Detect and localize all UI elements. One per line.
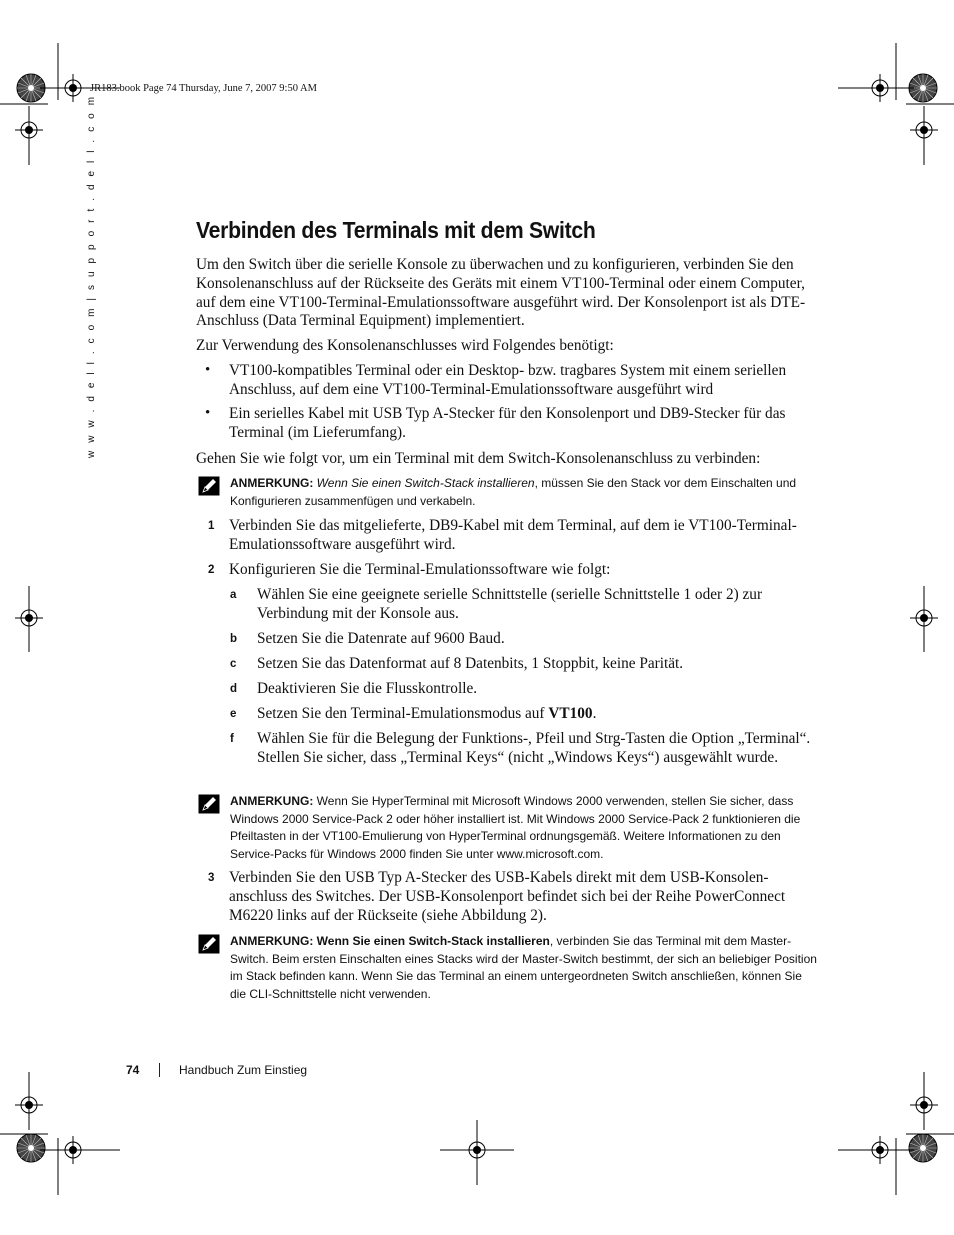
note-text: , müssen Sie den Stack vor dem Einschalten und Konfigurieren zusammenfügen und verkabeln. <box>230 476 797 508</box>
bullet-item: Ein serielles Kabel mit USB Typ A-Stecker für den Konsolenport und DB9-Stecker für das Terminal (im Lieferumfang). <box>229 405 786 441</box>
substep-text: Deaktivieren Sie die Flusskontrolle. <box>257 680 478 697</box>
note-pencil-icon <box>198 476 220 496</box>
substep-letter: f <box>230 733 234 745</box>
note-anmerkung-1 <box>230 475 820 510</box>
microsoft-link[interactable]: www.microsoft.com <box>496 846 601 861</box>
note-emphasis: Wenn Sie einen Switch-Stack installieren <box>316 934 550 948</box>
bullet-symbol: • <box>205 405 211 421</box>
intro-paragraph: Um den Switch über die serielle Konsole zu überwachen und zu konfigurieren, verbinden Sie den Konsolenanschluss auf der Rückseite des Geräts mit einem VT100-Terminal oder einem Computer, auf dem eine VT100-Terminal-Emulationssoftware ausgeführt wird. Der Konsolenport ist als DTE-Anschluss (Data Terminal Equipment) implementiert. <box>196 256 806 330</box>
substep-letter: e <box>230 708 237 720</box>
substep-text: Setzen Sie die Datenrate auf 9600 Baud. <box>257 630 505 647</box>
substep-letter: b <box>230 633 238 645</box>
substep-text: Setzen Sie das Datenformat auf 8 Datenbits, 1 Stoppbit, keine Parität. <box>257 655 684 672</box>
color-wheel-icon <box>909 1134 937 1162</box>
page-number: 74 <box>126 1063 140 1077</box>
substep-text: Wählen Sie für die Belegung der Funktions-, Pfeil und Strg-Tasten die Option „Terminal“. Stellen Sie sicher, dass „Terminal Keys“ (nicht „Windows Keys“) ausgewählt wurde. <box>257 730 811 766</box>
color-wheel-icon <box>17 1134 45 1162</box>
step-number: 2 <box>208 564 215 576</box>
note-pencil-icon <box>198 934 220 954</box>
requirements-intro: Zur Verwendung des Konsolenanschlusses wird Folgendes benötigt: <box>196 337 614 354</box>
note-pencil-icon <box>198 794 220 814</box>
note-anmerkung-2: ANMERKUNG: Wenn Sie HyperTerminal mit Microsoft Windows 2000 verwenden, stellen Sie sicher, dass Windows 2000 Service-Pack 2 oder höher installiert ist. Mit Windows 2000 Service-Pack 2 funktionieren die Pfeiltasten in der VT100-Emulierung von HyperTerminal ordnungsgemäß. Weitere Informationen zu den Service-Packs für Windows 2000 finden Sie unter www.microsoft.com. <box>230 794 801 861</box>
step-text: Verbinden Sie das mitgelieferte, DB9-Kabel mit dem Terminal, auf dem ie VT100-Terminal-Emulationssoftware ausgeführt wird. <box>229 517 797 553</box>
bullet-item: VT100-kompatibles Terminal oder ein Desktop- bzw. tragbares System mit einem seriellen Anschluss, auf dem eine VT100-Terminal-Emulationssoftware ausgeführt wird <box>229 362 787 398</box>
procedure-intro: Gehen Sie wie folgt vor, um ein Terminal mit dem Switch-Konsolenanschluss zu verbinden: <box>196 450 761 467</box>
note-label: ANMERKUNG: <box>230 934 314 948</box>
note-text: Wenn Sie HyperTerminal mit Microsoft Windows 2000 verwenden, stellen Sie sicher, dass Windows 2000 Service-Pack 2 oder höher installiert ist. Mit Windows 2000 Service-Pack 2 funktionieren die Pfeiltasten in der VT100-Emulierung von HyperTerminal ordnungsgemäß. Weitere Informationen zu den Service-Packs für Windows 2000 finden Sie unter <box>230 794 801 861</box>
substep-letter: d <box>230 683 238 695</box>
note-italic: Wenn Sie einen Switch-Stack installieren <box>316 476 535 490</box>
substep-text: Wählen Sie eine geeignete serielle Schnittstelle (serielle Schnittstelle 1 oder 2) zur Verbindung mit der Konsole aus. <box>257 586 763 622</box>
note-label: ANMERKUNG: <box>230 794 314 808</box>
substep-text: Setzen Sie den Terminal-Emulationsmodus auf VT100. <box>257 705 597 722</box>
bullet-symbol: • <box>205 362 211 378</box>
step-text: Konfigurieren Sie die Terminal-Emulationssoftware wie folgt: <box>229 561 611 578</box>
substep-letter: c <box>230 658 237 670</box>
sidebar-url: w w w . d e l l . c o m | s u p p o r t . d e l l . c o m <box>86 94 97 458</box>
footer-divider <box>159 1063 160 1077</box>
page-title: Verbinden des Terminals mit dem Switch <box>196 217 596 243</box>
substep-letter: a <box>230 589 237 601</box>
note-text: , verbinden Sie das Terminal mit dem Master-Switch. Beim ersten Einschalten eines Stacks wird der Master-Switch bestimmt, der sich an beliebiger Position im Stack befinden kann. Wenn Sie das Terminal an einem untergeordneten Switch anschließen, können Sie die CLI-Schnittstelle nicht verwenden. <box>230 934 817 1001</box>
step-number: 1 <box>208 520 215 532</box>
note-label: ANMERKUNG: <box>230 476 314 490</box>
step-number: 3 <box>208 872 215 884</box>
vt100-mode: VT100 <box>548 705 593 722</box>
step-text: Verbinden Sie den USB Typ A-Stecker des USB-Kabels direkt mit dem USB-Konsolen-anschluss des Switches. Der USB-Konsolenport befindet sich bei der Reihe PowerConnect M6220 links auf der Rückseite (siehe Abbildung 2). <box>229 869 786 924</box>
print-header: JR183.book Page 74 Thursday, June 7, 2007 9:50 AM <box>90 83 317 94</box>
footer-title: Handbuch Zum Einstieg <box>179 1063 308 1077</box>
note-anmerkung-3 <box>230 933 820 1003</box>
